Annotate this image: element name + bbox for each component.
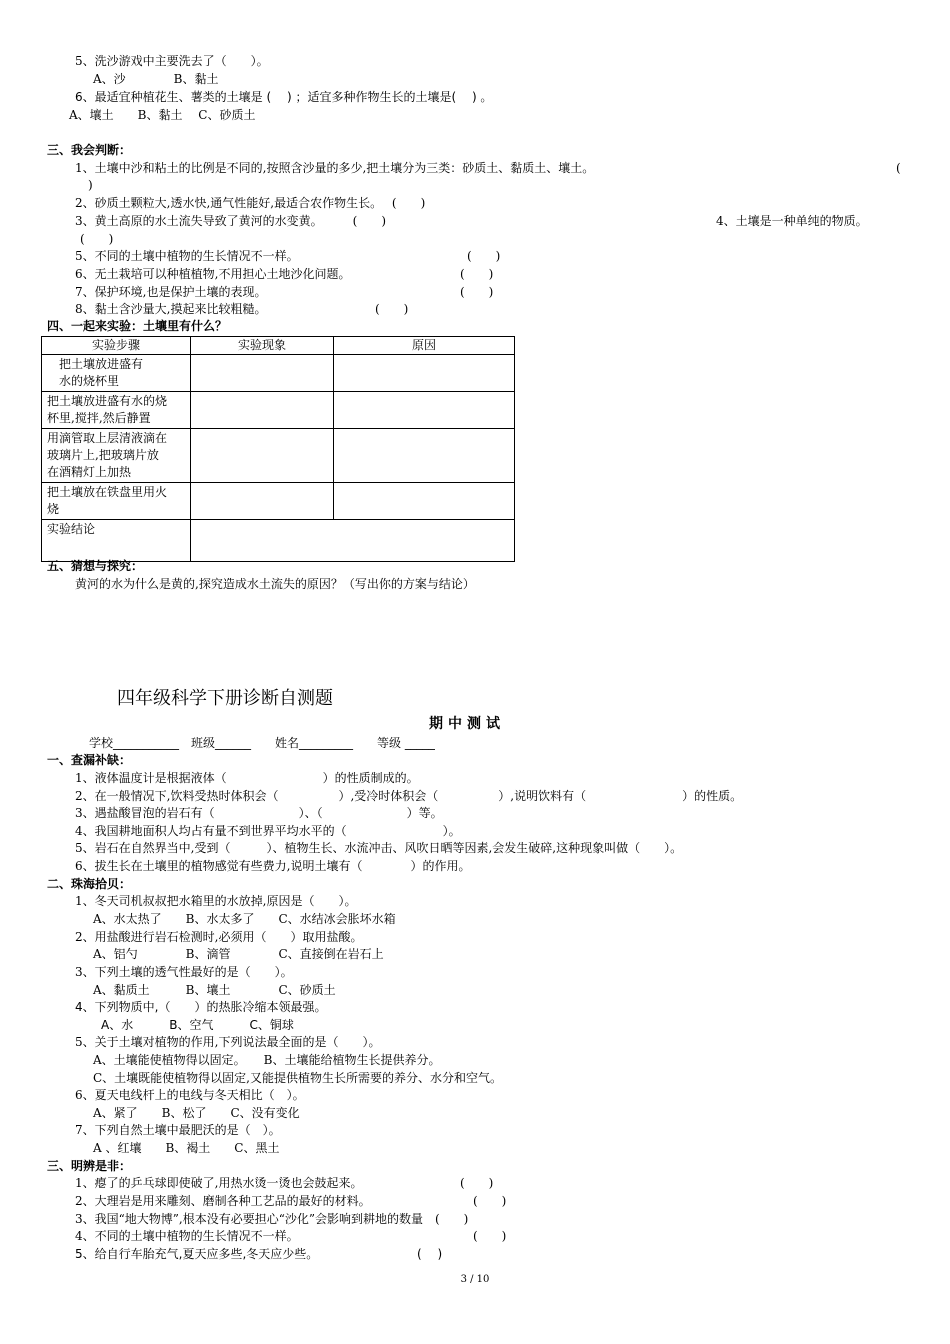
tf-q5: 5、给自行车胎充气,夏天应多些,冬天应少些。 bbox=[75, 1247, 319, 1261]
reason-cell[interactable] bbox=[334, 429, 515, 483]
tf-q1: 1、瘪了的乒乓球即使破了,用热水烫一烫也会鼓起来。 bbox=[75, 1176, 363, 1190]
choice-q5: 5、关于土壤对植物的作用,下列说法最全面的是（ ）。 bbox=[75, 1035, 381, 1049]
fill-q1: 1、液体温度计是根据液体（ ）的性质制成的。 bbox=[75, 771, 419, 785]
choice-q6: 6、夏天电线杆上的电线与冬天相比（ ）。 bbox=[75, 1088, 305, 1102]
fill-q5: 5、岩石在自然界当中,受到（ ）、植物生长、水流冲击、风吹日晒等因素,会发生破碎,这种现象叫做（ ）。 bbox=[75, 841, 683, 855]
question-5: 5、洗沙游戏中主要洗去了（ ）。 bbox=[75, 54, 269, 68]
tf-q3: 3、我国“地大物博”,根本没有必要担心“沙化”会影响到耕地的数量 ( ) bbox=[75, 1212, 469, 1226]
phenomenon-cell[interactable] bbox=[191, 355, 334, 392]
conclusion-label: 实验结论 bbox=[42, 520, 191, 562]
table-row bbox=[42, 355, 515, 392]
conclusion-cell[interactable] bbox=[191, 520, 515, 562]
table-row bbox=[42, 483, 515, 520]
phenomenon-cell[interactable] bbox=[191, 483, 334, 520]
step-cell: 把土壤放在铁盘里用火 烧 bbox=[42, 483, 191, 520]
step-cell: 把土壤放进盛有水的烧 杯里,搅拌,然后静置 bbox=[42, 392, 191, 429]
reason-cell[interactable] bbox=[334, 355, 515, 392]
phenomenon-cell[interactable] bbox=[191, 392, 334, 429]
choice-q3: 3、下列土壤的透气性最好的是（ ）。 bbox=[75, 965, 293, 979]
tf-q2: 2、大理岩是用来雕刻、磨制各种工艺品的最好的材料。 bbox=[75, 1194, 371, 1208]
judge-q6: 6、无土栽培可以种植植物,不用担心土地沙化问题。 bbox=[75, 267, 351, 281]
table-row bbox=[42, 392, 515, 429]
judge-q4-paren: ( ) bbox=[80, 232, 114, 246]
reason-cell[interactable] bbox=[334, 483, 515, 520]
choice-q7-options: A 、红壤 B、褐土 C、黑土 bbox=[93, 1141, 280, 1155]
student-info-line: 学校___________ 班级______ 姓名_________ 等级 _____ bbox=[89, 736, 435, 750]
tf-q2-paren: ( ) bbox=[473, 1194, 507, 1208]
judge-q1-paren-close: ) bbox=[88, 178, 93, 192]
test-title: 四年级科学下册诊断自测题 bbox=[117, 688, 333, 709]
section-3-heading: 三、我会判断： bbox=[47, 143, 132, 157]
part-3-heading: 三、明辨是非： bbox=[47, 1159, 132, 1173]
choice-q6-options: A、紧了 B、松了 C、没有变化 bbox=[93, 1106, 300, 1120]
choice-q2-options: A、铝勺 B、滴管 C、直接倒在岩石上 bbox=[93, 947, 384, 961]
choice-q4-options: A、水 B、空气 C、铜球 bbox=[101, 1018, 294, 1032]
judge-q4: 4、土壤是一种单纯的物质。 bbox=[716, 214, 868, 228]
experiment-table bbox=[41, 336, 515, 562]
step-cell: 用滴管取上层清液滴在 玻璃片上,把玻璃片放 在酒精灯上加热 bbox=[42, 429, 191, 483]
judge-q8: 8、黏土含沙量大,摸起来比较粗糙。 bbox=[75, 302, 267, 316]
judge-q5-paren: ( ) bbox=[467, 249, 501, 263]
judge-q2: 2、砂质土颗粒大,透水快,通气性能好,最适合农作物生长。 ( ) bbox=[75, 196, 426, 210]
judge-q1-paren-open: ( bbox=[896, 161, 901, 175]
section-5-question: 黄河的水为什么是黄的,探究造成水土流失的原因？（写出你的方案与结论） bbox=[75, 577, 475, 591]
tf-q5-paren: ( ) bbox=[417, 1247, 443, 1261]
tf-q1-paren: ( ) bbox=[460, 1176, 494, 1190]
section-5-heading: 五、猜想与探究： bbox=[47, 559, 144, 573]
fill-q2: 2、在一般情况下,饮料受热时体积会（ ）,受冷时体积会（ ）,说明饮料有（ ）的性质。 bbox=[75, 789, 743, 803]
tf-q4: 4、不同的土壤中植物的生长情况不一样。 bbox=[75, 1229, 299, 1243]
page-number: 3 / 10 bbox=[460, 1274, 490, 1285]
choice-q1-options: A、水太热了 B、水太多了 C、水结冰会胀坏水箱 bbox=[93, 912, 396, 926]
conclusion-row bbox=[42, 520, 515, 562]
judge-q7: 7、保护环境,也是保护土壤的表现。 bbox=[75, 285, 267, 299]
step-cell: 把土壤放进盛有 水的烧杯里 bbox=[42, 355, 191, 392]
header-steps: 实验步骤 bbox=[42, 337, 191, 355]
choice-q4: 4、下列物质中,（ ）的热胀冷缩本领最强。 bbox=[75, 1000, 327, 1014]
judge-q6-paren: ( ) bbox=[460, 267, 494, 281]
reason-cell[interactable] bbox=[334, 392, 515, 429]
test-subtitle: 期中测试 bbox=[429, 716, 505, 732]
table-row bbox=[42, 429, 515, 483]
judge-q7-paren: ( ) bbox=[460, 285, 494, 299]
fill-q3: 3、遇盐酸冒泡的岩石有（ ）、（ ）等。 bbox=[75, 806, 443, 820]
header-phenomenon: 实验现象 bbox=[191, 337, 334, 355]
part-1-heading: 一、查漏补缺： bbox=[47, 753, 132, 767]
judge-q3: 3、黄土高原的水土流失导致了黄河的水变黄。 ( ) bbox=[75, 214, 387, 228]
part-2-heading: 二、珠海拾贝： bbox=[47, 877, 132, 891]
choice-q2: 2、用盐酸进行岩石检测时,必须用（ ）取用盐酸。 bbox=[75, 930, 363, 944]
choice-q5-options-ab: A、土壤能使植物得以固定。 B、土壤能给植物生长提供养分。 bbox=[93, 1053, 441, 1067]
phenomenon-cell[interactable] bbox=[191, 429, 334, 483]
choice-q5-option-c: C、土壤既能使植物得以固定,又能提供植物生长所需要的养分、水分和空气。 bbox=[93, 1071, 502, 1085]
choice-q1: 1、冬天司机叔叔把水箱里的水放掉,原因是（ ）。 bbox=[75, 894, 357, 908]
fill-q6: 6、拔生长在土壤里的植物感觉有些费力,说明土壤有（ ）的作用。 bbox=[75, 859, 471, 873]
choice-q7: 7、下列自然土壤中最肥沃的是（ ）。 bbox=[75, 1123, 281, 1137]
judge-q1: 1、土壤中沙和粘土的比例是不同的,按照含沙量的多少,把土壤分为三类：砂质土、黏质土、壤土。 bbox=[75, 161, 595, 175]
question-5-options: A、沙 B、黏土 bbox=[93, 72, 219, 86]
question-6-options: A、壤土 B、黏土 C、砂质土 bbox=[69, 108, 256, 122]
fill-q4: 4、我国耕地面积人均占有量不到世界平均水平的（ ）。 bbox=[75, 824, 461, 838]
question-6: 6、最适宜种植花生、薯类的土壤是 ( ) ；适宜多种作物生长的土壤是( ) 。 bbox=[75, 90, 493, 104]
header-reason: 原因 bbox=[334, 337, 515, 355]
judge-q8-paren: ( ) bbox=[375, 302, 409, 316]
tf-q4-paren: ( ) bbox=[473, 1229, 507, 1243]
judge-q5: 5、不同的土壤中植物的生长情况不一样。 bbox=[75, 249, 299, 263]
section-4-heading: 四、一起来实验：土壤里有什么？ bbox=[47, 319, 228, 333]
choice-q3-options: A、黏质土 B、壤土 C、砂质土 bbox=[93, 983, 336, 997]
table-header-row bbox=[42, 337, 515, 355]
